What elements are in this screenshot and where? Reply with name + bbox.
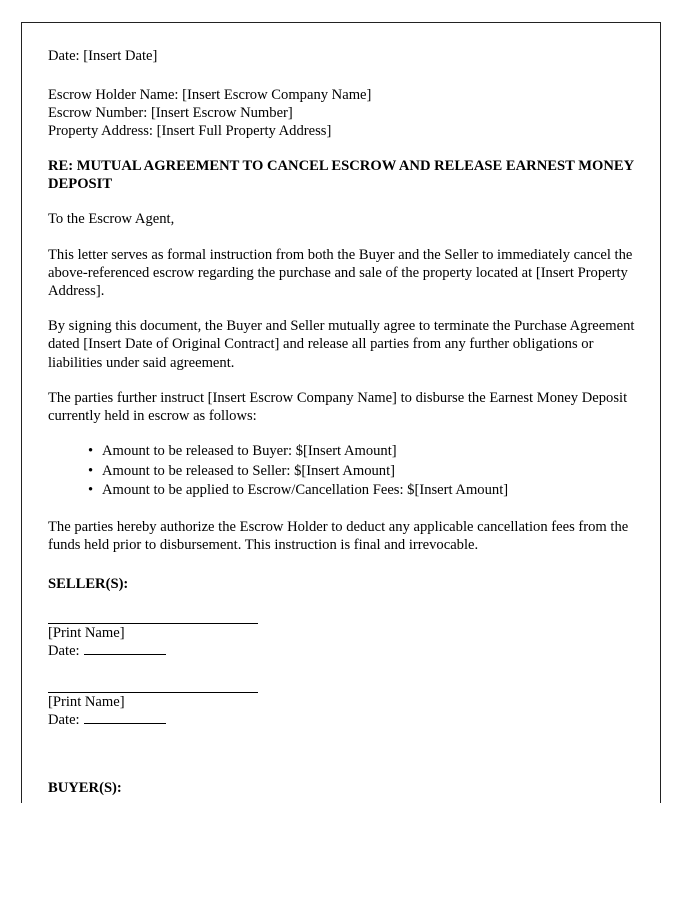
document-content <box>48 47 636 798</box>
document-page <box>21 22 661 803</box>
date-line[interactable] <box>84 643 166 655</box>
paragraph-disburse-instruction: The parties further instruct [Insert Escrow Company Name] to disburse the Earnest Money Deposit currently held in escrow as follows: <box>48 389 628 425</box>
spacer <box>48 660 636 692</box>
date-label-row <box>48 712 636 730</box>
date-field: Date: [Insert Date] <box>48 48 158 64</box>
disbursement-list <box>48 442 636 501</box>
paragraph-cancel-instruction: This letter serves as formal instruction from both the Buyer and the Seller to immediately cancel the above-referenced escrow regarding the purchase and sale of the property located at [Insert Property Address]. <box>48 246 633 300</box>
print-name-label: [Print Name] <box>48 625 125 642</box>
date-label: Date: <box>48 711 80 728</box>
spacer <box>48 425 636 442</box>
signature-line[interactable] <box>48 692 258 693</box>
spacer <box>48 593 636 623</box>
spacer <box>48 501 636 518</box>
list-item: • Amount to be released to Buyer: $[Insert Amount] <box>88 442 636 462</box>
spacer <box>48 554 636 575</box>
spacer <box>48 65 636 86</box>
spacer <box>48 140 636 157</box>
spacer <box>48 300 636 317</box>
paragraph-authorization: The parties hereby authorize the Escrow Holder to deduct any applicable cancellation fees from the funds held prior to disbursement. This instruction is final and irrevocable. <box>48 518 629 553</box>
print-name-label: [Print Name] <box>48 694 125 711</box>
spacer <box>48 229 636 246</box>
escrow-holder-name-field: Escrow Holder Name: [Insert Escrow Company Name] <box>48 87 372 103</box>
list-item: • Amount to be released to Seller: $[Insert Amount] <box>88 462 636 482</box>
escrow-number-field: Escrow Number: [Insert Escrow Number] <box>48 105 293 121</box>
property-address-field: Property Address: [Insert Full Property Address] <box>48 123 332 139</box>
seller-section-heading: SELLER(S): <box>48 576 129 593</box>
seller-signature-block-1 <box>48 623 636 660</box>
date-label: Date: <box>48 642 80 659</box>
list-item: • Amount to be applied to Escrow/Cancellation Fees: $[Insert Amount] <box>88 481 636 501</box>
salutation: To the Escrow Agent, <box>48 211 175 228</box>
buyer-section-heading: BUYER(S): <box>48 780 122 797</box>
date-label-row <box>48 643 636 661</box>
date-line[interactable] <box>84 712 166 724</box>
spacer <box>48 193 636 210</box>
paragraph-terminate-agreement: By signing this document, the Buyer and Seller mutually agree to terminate the Purchase Agreement dated [Insert Date of Original Contract] and release all parties from any further obligations or liabilities under said agreement. <box>48 318 635 371</box>
spacer <box>48 729 636 779</box>
signature-line[interactable] <box>48 623 258 624</box>
seller-signature-block-2 <box>48 692 636 729</box>
spacer <box>48 372 636 389</box>
subject-heading: RE: MUTUAL AGREEMENT TO CANCEL ESCROW AND RELEASE EARNEST MONEY DEPOSIT <box>48 158 634 193</box>
